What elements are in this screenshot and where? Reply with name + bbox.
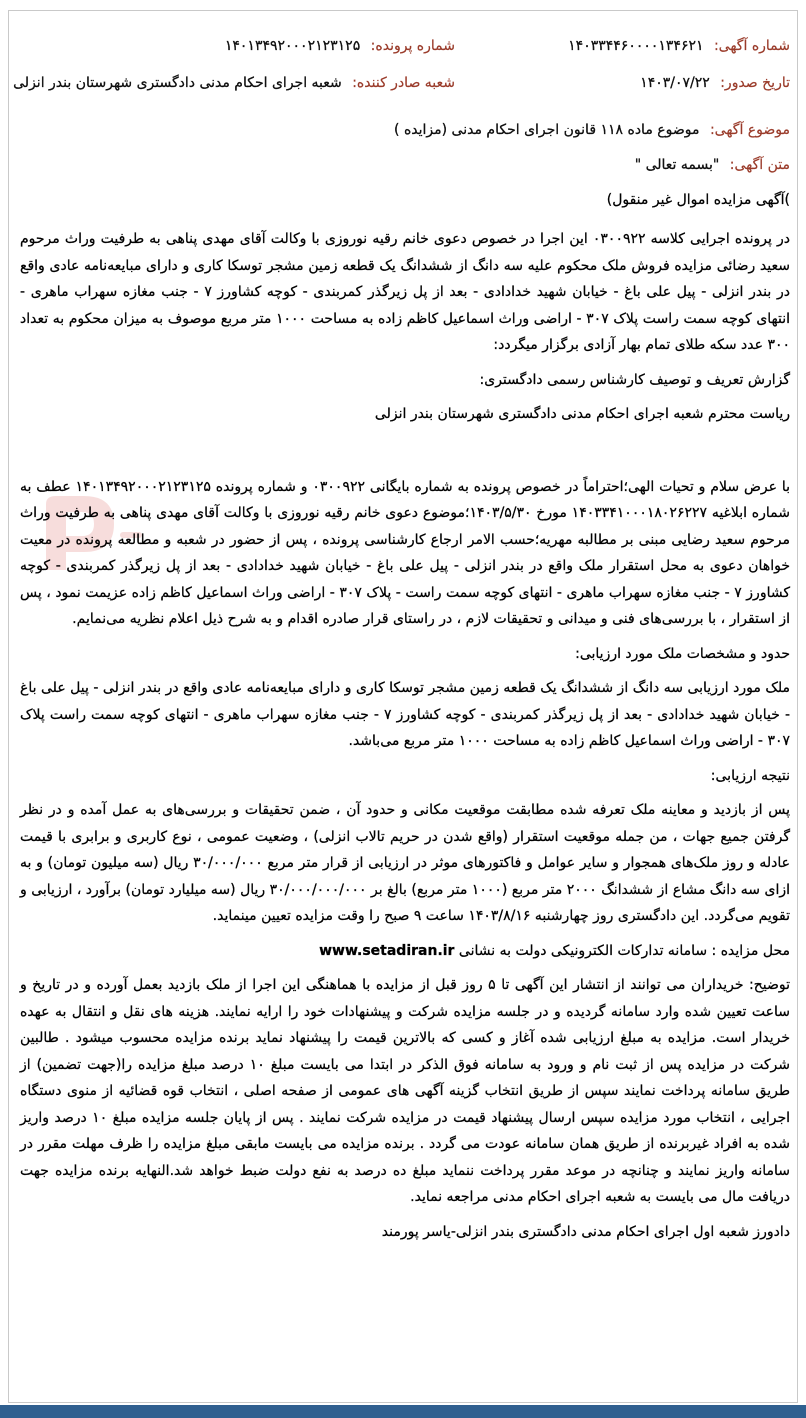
report-paragraph: با عرض سلام و تحیات الهی؛احتراماً در خصوص پرونده به شماره بایگانی ۰۳۰۰۹۲۲ و شماره پرونده ۱۴۰۱۳۴۹۲۰۰۰۲۱۲۳۱۲۵ عطف به شماره ابلاغیه ۱۴۰۳۳۴۱۰۰۰۱۸۰۲۶۲۲۷ مورخ ۱۴۰۳/۵/۳۰؛موضوع دعوی خانم رقیه نوروزی با وکالت آقای مهدی پناهی به طرفیت وراث مرحوم سعید رضایی مبنی بر مطالبه مهریه؛حسب الامر ارجاع کارشناسی پرونده ، پس از حضور در شعبه و مطالعه پرونده در معیت خواهان دعوی به محل استقرار ملک واقع در بندر انزلی - پیل علی باغ - خیابان شهید خدادادی - بعد از پل زیرگذر کمربندی - کوچه کشاورز ۷ - جنب مغازه سهراب ماهری - انتهای کوچه سمت راست - پلاک ۳۰۷ - اراضی وراث اسماعیل کاظم زاده عزیمت نمود ، پس از استقرار ، با بررسی‌های فنی و میدانی و تحقیقات لازم ، در راستای قرار صادره اقدام و به شرح ذیل اعلام نظریه می‌نمایم. [20,478,790,627]
property-description-paragraph: ملک مورد ارزیابی سه دانگ از ششدانگ یک قطعه زمین مشجر توسکا کاری و دارای مبایعه‌نامه عادی واقع در بندر انزلی - پیل علی باغ - خیابان شهید خدادادی - بعد از پل زیرگذر کمربندی - کوچه کشاورز ۷ - جنب مغازه سهراب ماهری - انتهای کوچه سمت راست پلاک ۳۰۷ - اراضی وراث اسماعیل کاظم زاده به مساحت ۱۰۰۰ متر مربع می‌باشد. [20,680,791,749]
auction-intro-paragraph: در پرونده اجرایی کلاسه ۰۳۰۰۹۲۲ این اجرا در خصوص دعوی خانم رقیه نوروزی با وکالت آقای مهدی پناهی به طرفیت وراث مرحوم سعید رضائی مزایده فروش ملک محکوم علیه سه دانگ از ششدانگ یک قطعه زمین مشجر توسکا کاری و دارای مبایعه‌نامه عادی واقع در بندر انزلی - پیل علی باغ - خیابان شهید خدادادی - بعد از پل زیرگذر کمربندی - کوچه کشاورز ۷ - جنب مغازه سهراب ماهری - انتهای کوچه سمت راست پلاک ۳۰۷ - اراضی وراث اسماعیل کاظم زاده به مساحت ۱۰۰۰ متر مربع موصوف به میزان محکوم به تعداد ۳۰۰ عدد سکه طلای تمام بهار آزادی برگزار میگردد: [20,231,791,353]
notice-number-label: شماره آگهی: [713,38,790,54]
evaluation-result-heading: نتیجه ارزیابی: [710,767,790,784]
auction-location-url: www.setadiran.ir [319,942,455,959]
issue-date [455,65,790,102]
report-addressee: ریاست محترم شعبه اجرای احکام مدنی دادگستری شهرستان بندر انزلی [374,406,790,422]
issuing-branch [13,65,455,102]
auction-location-text: محل مزایده : سامانه تدارکات الکترونیکی دولت به نشانی [458,942,790,959]
issue-date-value: ۱۴۰۳/۰۷/۲۲ [640,75,710,91]
notice-subject-value: موضوع ماده ۱۱۸ قانون اجرای احکام مدنی (مزایده ) [394,122,700,138]
blank-spacer [20,436,790,474]
header-row-2 [13,65,790,102]
case-number [20,28,455,65]
case-number-label: شماره پرونده: [370,38,455,54]
signature-line: دادورز شعبه اول اجرای احکام مدنی دادگستری بندر انزلی-یاسر پورمند [381,1223,790,1240]
notice-number-value: ۱۴۰۳۳۴۴۶۰۰۰۰۱۳۴۶۲۱ [568,38,704,54]
notice-subject [20,113,790,148]
bottom-bar [0,1405,806,1418]
issue-date-label: تاریخ صدور: [720,75,790,91]
notice-number [455,28,790,65]
explanation-paragraph: توضیح: خریداران می توانند از انتشار این آگهی تا ۵ روز قبل از مزایده با هماهنگی این اجرا از ملک بازدید بعمل آورده و در تاریخ و ساعت تعیین شده وارد سامانه گردیده و در جلسه مزایده شرکت و پیشنهادات خود را ارایه نمایند. هزینه های نقل و انتقال به عهده خریدار است. مزایده به مبلغ ارزیابی شده آغاز و کسی که بالاترین قیمت را پیشنهاد نماید برنده مزایده محسوب میشود . طالبین شرکت در مزایده پس از ثبت نام و ورود به سامانه فوق الذکر در ابتدا می بایست مبلغ ۱۰ درصد مبلغ مزایده را(جهت تضمین) از طریق سامانه پرداخت نمایند سپس از طریق انتخاب گزینه آگهی های عمومی از صفحه اصلی ، انتخاب قوه قضائیه از منوی دستگاه اجرایی ، انتخاب مورد مزایده سپس ارسال پیشنهاد قیمت در مزایده شرکت نمایند . پس از پایان جلسه مزایده مبلغ ۱۰ درصد واریز شده به افراد غیربرنده از طریق همان سامانه عودت می گردد . برنده مزایده می بایست مابقی مبلغ مزایده را ظرف مهلت مقرر در سامانه واریز نمایند و چنانچه در موعد مقرر پرداخت ننماید مبلغ ده درصد به نفع دولت ضبط خواهد شد.النهایه برنده مزایده جهت دریافت مال می بایست به شعبه اجرای احکام مدنی مراجعه نماید. [20,977,790,1205]
issuing-branch-label: شعبه صادر کننده: [352,75,455,91]
property-boundaries-heading: حدود و مشخصات ملک مورد ارزیابی: [575,645,790,662]
notice-text-heading [20,148,790,183]
notice-text-value: "بسمه تعالی " [634,157,720,173]
issuing-branch-value: شعبه اجرای احکام مدنی دادگستری شهرستان بندر انزلی [13,75,342,91]
notice-text-label: متن آگهی: [729,157,790,173]
case-number-value: ۱۴۰۱۳۴۹۲۰۰۰۲۱۲۳۱۲۵ [224,38,361,54]
evaluation-result-paragraph: پس از بازدید و معاینه ملک تعرفه شده مطابقت موقعیت مکانی و حدود آن ، ضمن تحقیقات و بررسی‌های به عمل آمده و در نظر گرفتن جمیع جهات ، من جمله موقعیت استقرار (واقع شدن در حریم تالاب انزلی) ، وضعیت عمومی ، نوع کاربری و برابری با قیمت عادله و روز ملک‌های همجوار و سایر عوامل و فاکتورهای موثر در ارزیابی از قرار متر مربع ۳۰/۰۰۰/۰۰۰ ریال (سه میلیون تومان) و به ازای سه دانگ مشاع از ششدانگ ۲۰۰۰ متر مربع (۱۰۰۰ متر مربع) بالغ بر ۳۰/۰۰۰/۰۰۰/۰۰۰ ریال (سه میلیارد تومان) برآورد ، ارزیابی و تقویم می‌گردد. این دادگستری روز چهارشنبه ۱۴۰۳/۸/۱۶ ساعت ۹ صبح را وقت مزایده تعیین مینماید. [20,802,791,924]
auction-title: )آگهی مزایده اموال غیر منقول) [606,192,790,208]
expert-report-heading: گزارش تعریف و توصیف کارشناس رسمی دادگستری: [479,371,790,388]
notice-content [13,28,791,1253]
header-row-1 [20,28,790,65]
notice-subject-label: موضوع آگهی: [709,122,790,138]
auction-location [20,938,790,965]
